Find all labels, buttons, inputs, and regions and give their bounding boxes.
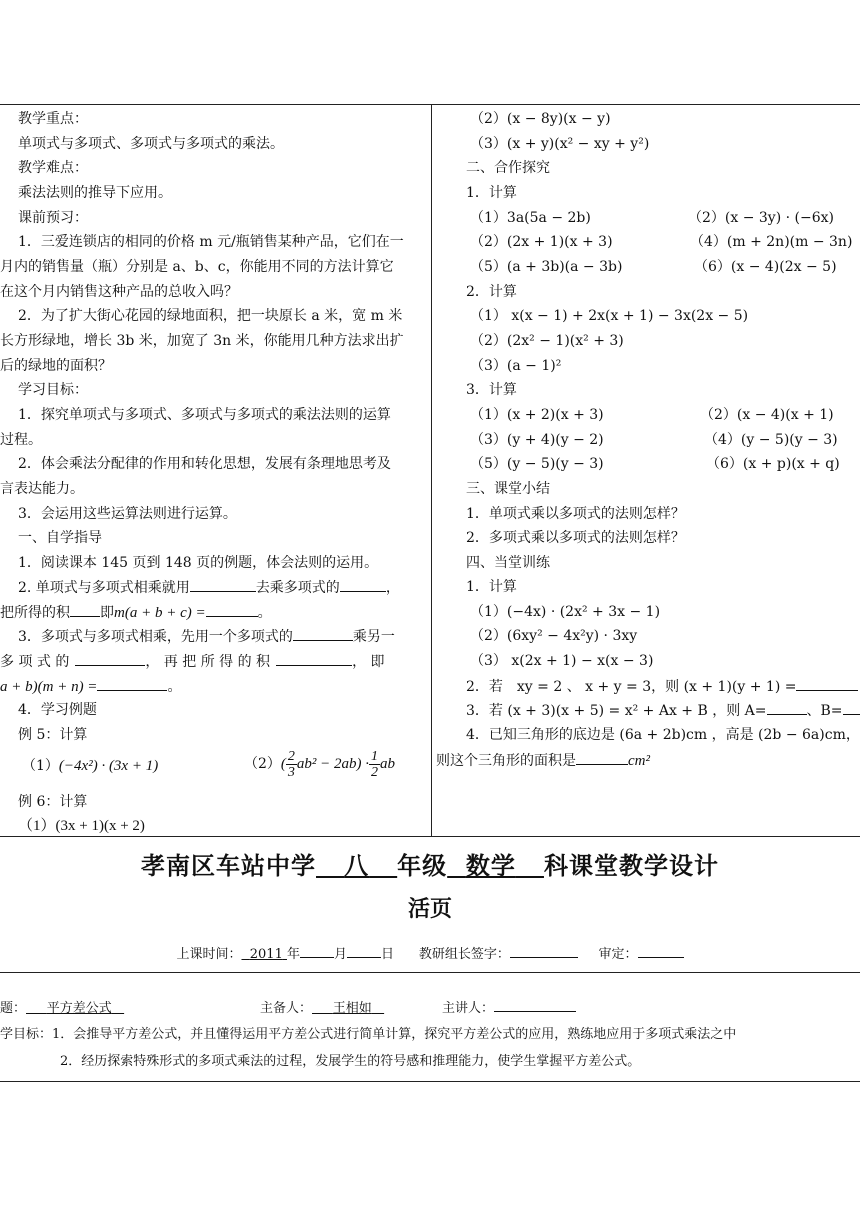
coop-2-item-2: （2）(2x² − 1)(x² + 3) (470, 333, 624, 349)
fill-blank[interactable] (276, 651, 352, 666)
goal-2a: 2．体会乘法分配律的作用和转化思想，发展有条理地思考及 (18, 456, 391, 472)
year-label: 年 (286, 947, 300, 962)
self-study-3c-end: 。 (167, 679, 182, 695)
self-study-2b (0, 602, 272, 623)
coop-1-item-3: （2）(2x + 1)(x + 3) (470, 234, 613, 250)
training-1-item-1: （1）(−4x) · (2x² + 3x − 1) (470, 604, 661, 620)
month-label: 月 (334, 947, 348, 962)
summary-label: 三、课堂小结 (466, 481, 550, 497)
example5-item-2-end: ab (380, 756, 396, 772)
coop-3-item-5: （5）(y − 5)(y − 3) (470, 456, 604, 472)
fraction-two-thirds: $\frac{2}{3}$ (287, 748, 295, 780)
leader-sign-blank[interactable] (510, 943, 578, 958)
speaker-row (442, 997, 576, 1016)
top-rule (0, 104, 860, 105)
training-2 (466, 676, 858, 697)
self-study-label: 一、自学指导 (18, 530, 102, 546)
preview-item-1a: 1．三爱连锁店的相同的价格 m 元/瓶销售某种产品，它们在一 (18, 234, 404, 250)
meta-line (0, 943, 860, 962)
training-4b (436, 750, 650, 771)
preparer-label: 主备人： (260, 1001, 313, 1016)
self-study-2b-math: m(a + b + c) = (114, 605, 206, 621)
review-blank[interactable] (638, 943, 684, 958)
subject-label: 科课堂教学设计 (543, 852, 719, 880)
example6-item-1: （1）(3x + 1)(x + 2) (18, 818, 145, 834)
example5-item-2 (244, 745, 395, 783)
fill-blank[interactable] (293, 626, 353, 641)
coop-3-label: 3．计算 (466, 382, 517, 398)
self-study-3b-end: ， 即 (352, 654, 385, 670)
fill-blank[interactable] (75, 651, 145, 666)
fill-blank[interactable] (97, 676, 167, 691)
subject-value: 数学 (465, 852, 516, 880)
preview-item-2b: 长方形绿地，增长 3b 米，加宽了 3n 米，你能用几种方法求出扩 (0, 333, 404, 349)
preview-item-1b: 月内的销售量（瓶）分别是 a、b、c，你能用不同的方法计算它 (0, 259, 394, 275)
bottom-rule (0, 1081, 860, 1082)
topic-row (0, 997, 124, 1016)
coop-2-item-1: （1） x(x − 1) + 2x(x + 1) − 3x(2x − 5) (470, 308, 749, 324)
month-blank[interactable] (300, 943, 334, 958)
self-study-2a (18, 577, 400, 598)
training-4a: 4．已知三角形的底边是 (6a + 2b)cm ，高是 (2b − 6a)cm， (466, 727, 860, 743)
fill-blank[interactable] (796, 676, 858, 691)
example5-item-2-mid: ab² − 2ab) · (296, 756, 370, 772)
preview-label: 课前预习： (18, 210, 88, 226)
page-subtitle: 活页 (407, 897, 452, 922)
coop-1-label: 1．计算 (466, 185, 517, 201)
topic-label: 题： (0, 1001, 27, 1016)
self-study-3a (18, 626, 395, 647)
preview-item-2c: 后的绿地的面积？ (0, 358, 112, 374)
day-blank[interactable] (347, 943, 381, 958)
fill-blank[interactable] (190, 577, 256, 592)
coop-2-item-3: （3）(a − 1)² (470, 358, 562, 374)
teaching-goal-1 (0, 1023, 736, 1042)
training-1-label: 1．计算 (466, 579, 517, 595)
coop-3-item-2: （2）(x − 4)(x + 1) (700, 407, 834, 423)
example6-item-3: （3）(x + y)(x² − xy + y²) (470, 136, 650, 152)
focus-label: 教学重点： (18, 111, 88, 127)
summary-2: 2．多项式乘以多项式的法则怎样？ (466, 530, 685, 546)
fill-blank[interactable] (576, 750, 628, 765)
example5-item-1-math: (−4x²) · (3x + 1) (58, 758, 159, 774)
coop-1-item-2: （2）(x − 3y) · (−6x) (688, 210, 834, 226)
self-study-1: 1．阅读课本 145 页到 148 页的例题，体会法则的运用。 (18, 555, 379, 571)
school-name: 孝南区车站中学 (141, 852, 317, 880)
self-study-2a-pre: 2. 单项式与多项式相乘就用 (18, 580, 190, 596)
self-study-3b-mid: ， 再 把 所 得 的 积 (145, 654, 271, 670)
training-1-item-2: （2）(6xy² − 4x²y) · 3xy (470, 628, 638, 644)
self-study-2a-end: ， (385, 580, 400, 596)
difficulty-label: 教学难点： (18, 160, 88, 176)
preparer-row (260, 997, 384, 1016)
header-rule (0, 972, 860, 973)
topic-value: 平方差公式 (46, 1001, 112, 1016)
self-study-2a-mid: 去乘多项式的 (255, 580, 340, 596)
examples-label: 4．学习例题 (18, 702, 97, 718)
self-study-3c-math: a + b)(m + n) = (0, 679, 98, 695)
grade-value: 八 (344, 852, 370, 880)
training-label: 四、当堂训练 (466, 555, 550, 571)
self-study-3a-end: 乘另一 (352, 629, 395, 645)
teaching-goal-1-text: 1．会推导平方差公式，并且懂得运用平方差公式进行简单计算，探究平方差公式的应用，熟练地应用于多项式乘法之中 (52, 1027, 737, 1042)
self-study-2b-end: 。 (257, 605, 272, 621)
coop-1-item-5: （5）(a + 3b)(a − 3b) (470, 259, 623, 275)
coop-3-item-6: （6）(x + p)(x + q) (706, 456, 840, 472)
coop-2-label: 2．计算 (466, 284, 517, 300)
example5-item-1 (22, 756, 158, 776)
column-divider (431, 104, 432, 836)
training-1-item-3: （3） x(2x + 1) − x(x − 3) (470, 653, 654, 669)
grade-label: 年级 (397, 852, 448, 880)
self-study-3b-pre: 多 项 式 的 (0, 654, 70, 670)
goal-3: 3．会运用这些运算法则进行运算。 (18, 506, 237, 522)
goal-1a: 1．探究单项式与多项式、多项式与多项式的乘法法则的运算 (18, 407, 391, 423)
training-4b-unit: cm² (628, 753, 650, 769)
self-study-2b-mid: 即 (100, 605, 114, 621)
summary-1: 1．单项式乘以多项式的法则怎样？ (466, 506, 685, 522)
training-3-mid: 、B= (806, 703, 843, 719)
fill-blank[interactable] (206, 602, 258, 617)
coop-3-item-1: （1）(x + 2)(x + 3) (470, 407, 604, 423)
example6-item-2: （2）(x − 8y)(x − y) (470, 111, 611, 127)
coop-1-item-1: （1）3a(5a − 2b) (470, 210, 591, 226)
example6-label: 例 6：计算 (18, 794, 88, 810)
self-study-3c (0, 676, 181, 697)
time-label: 上课时间： (176, 947, 242, 962)
coop-3-item-4: （4）(y − 5)(y − 3) (704, 432, 838, 448)
page-title (0, 846, 860, 881)
fraction-one-half: $\frac{1}{2}$ (371, 748, 379, 780)
preparer-value: 王相如 (332, 1001, 372, 1016)
training-2-text: 2．若 xy = 2 、 x + y = 3，则 (x + 1)(y + 1) = (466, 679, 797, 695)
fill-blank[interactable] (70, 602, 100, 617)
training-3-text: 3．若 (x + 3)(x + 5) = x² + Ax + B ，则 A= (466, 703, 767, 719)
cooperation-label: 二、合作探究 (466, 160, 550, 176)
example5-label: 例 5：计算 (18, 727, 88, 743)
middle-rule (0, 836, 860, 837)
training-4b-text: 则这个三角形的面积是 (436, 753, 576, 769)
leader-sign-label: 教研组长签字： (418, 947, 510, 962)
fill-blank[interactable] (843, 700, 860, 715)
self-study-3a-pre: 3．多项式与多项式相乘，先用一个多项式的 (18, 629, 293, 645)
coop-1-item-6: （6）(x − 4)(2x − 5) (694, 259, 837, 275)
teaching-goal-label: 学目标： (0, 1027, 53, 1042)
preview-item-1c: 在这个月内销售这种产品的总收入吗？ (0, 284, 238, 300)
goal-1b: 过程。 (0, 432, 42, 448)
example5-item-2-num: （2） (244, 756, 281, 772)
day-label: 日 (381, 947, 395, 962)
fill-blank[interactable] (340, 577, 386, 592)
difficulty-text: 乘法法则的推导下应用。 (18, 185, 172, 201)
review-label: 审定： (598, 947, 638, 962)
self-study-2b-pre: 把所得的积 (0, 605, 70, 621)
year-value: 2011 (249, 947, 283, 962)
goal-2b: 言表达能力。 (0, 481, 84, 497)
focus-text: 单项式与多项式、多项式与多项式的乘法。 (18, 136, 284, 152)
teaching-goal-2: 2．经历探索特殊形式的多项式乘法的过程，发展学生的符号感和推理能力，使学生掌握平方差公式。 (60, 1054, 641, 1069)
fill-blank[interactable] (767, 700, 807, 715)
speaker-blank[interactable] (494, 997, 576, 1012)
preview-item-2a: 2．为了扩大街心花园的绿地面积，把一块原长 a 米，宽 m 米 (18, 308, 403, 324)
example5-item-2-open: ( (280, 756, 286, 772)
coop-3-item-3: （3）(y + 4)(y − 2) (470, 432, 604, 448)
goals-label: 学习目标： (18, 382, 88, 398)
example5-item-1-num: （1） (22, 758, 59, 774)
training-3 (466, 700, 860, 721)
coop-1-item-4: （4）(m + 2n)(m − 3n) (690, 234, 853, 250)
self-study-3b (0, 651, 385, 672)
speaker-label: 主讲人： (442, 1001, 495, 1016)
